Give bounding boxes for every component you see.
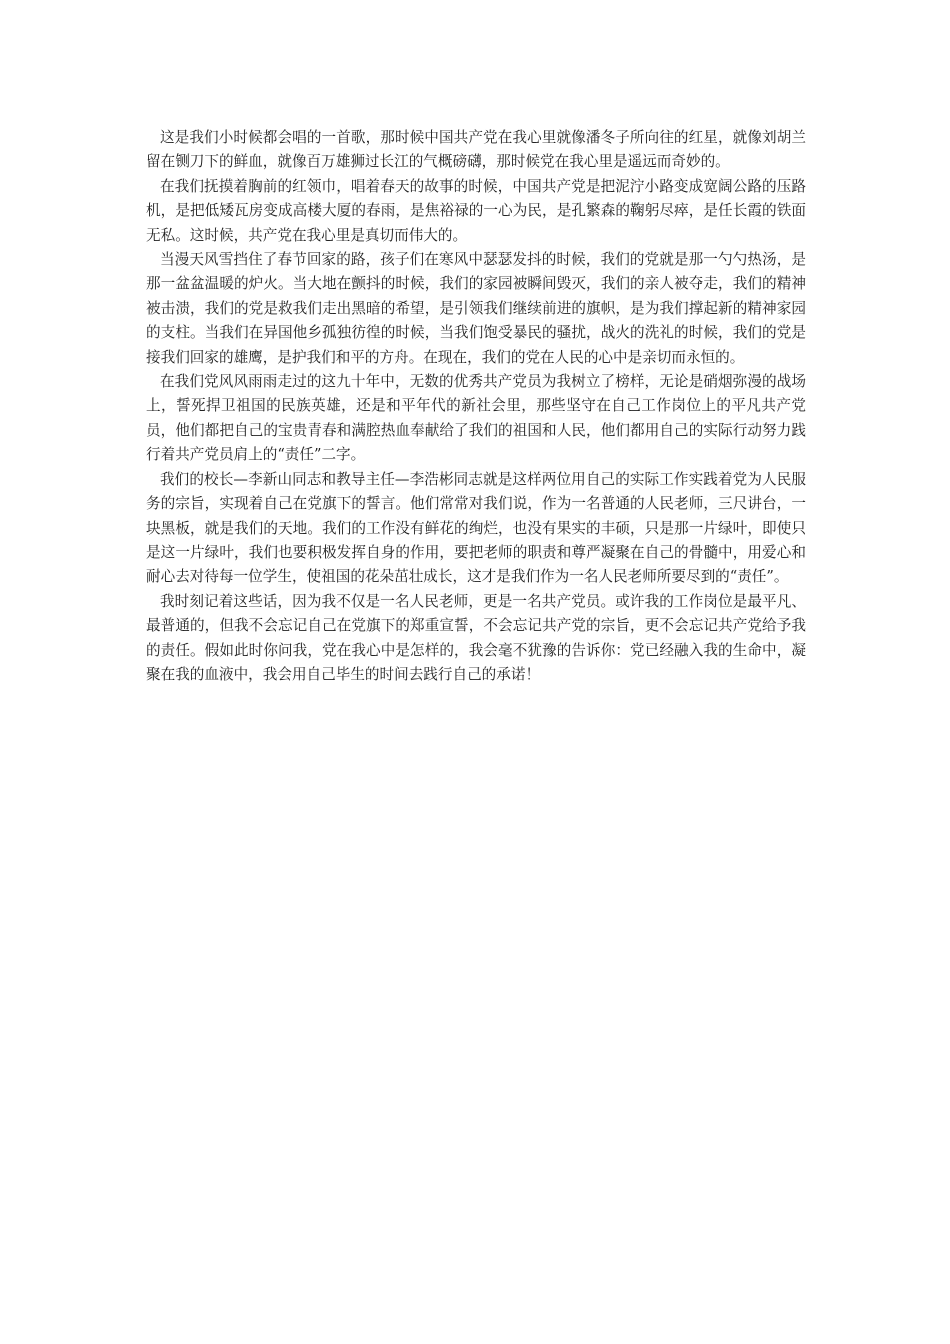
paragraph-2: 在我们抚摸着胸前的红领巾，唱着春天的故事的时候，中国共产党是把泥泞小路变成宽阔公路的压路机，是把低矮瓦房变成高楼大厦的春雨，是焦裕禄的一心为民，是孔繁森的鞠躬尽瘁，是任长霞的铁面无私。这时候，共产党在我心里是真切而伟大的。 <box>146 177 806 244</box>
paragraph-4: 在我们党风风雨雨走过的这九十年中，无数的优秀共产党员为我树立了榜样，无论是硝烟弥漫的战场上，誓死捍卫祖国的民族英雄，还是和平年代的新社会里，那些坚守在自己工作岗位上的平凡共产党员，他们都把自己的宝贵青春和满腔热血奉献给了我们的祖国和人民，他们都用自己的实际行动努力践行着共产党员肩上的“责任”二字。 <box>146 373 806 464</box>
paragraph-1: 这是我们小时候都会唱的一首歌，那时候中国共产党在我心里就像潘冬子所向往的红星，就像刘胡兰留在铡刀下的鲜血，就像百万雄狮过长江的气概磅礴，那时候党在我心里是遥远而奇妙的。 <box>146 129 806 171</box>
paragraph-3: 当漫天风雪挡住了春节回家的路，孩子们在寒风中瑟瑟发抖的时候，我们的党就是那一勺勺热汤，是那一盆盆温暖的炉火。当大地在颤抖的时候，我们的家园被瞬间毁灭，我们的亲人被夺走，我们的精神被击溃，我们的党是救我们走出黑暗的希望，是引领我们继续前进的旗帜，是为我们撑起新的精神家园的支柱。当我们在异国他乡孤独彷徨的时候，当我们饱受暴民的骚扰，战火的洗礼的时候，我们的党是接我们回家的雄鹰，是护我们和平的方舟。在现在，我们的党在人民的心中是亲切而永恒的。 <box>146 251 806 366</box>
paragraph-5: 我们的校长—李新山同志和教导主任—李浩彬同志就是这样两位用自己的实际工作实践着党为人民服务的宗旨，实现着自己在党旗下的誓言。他们常常对我们说，作为一名普通的人民老师，三尺讲台，一块黑板，就是我们的天地。我们的工作没有鲜花的绚烂，也没有果实的丰硕，只是那一片绿叶，即使只是这一片绿叶，我们也要积极发挥自身的作用，要把老师的职责和尊严凝聚在自己的骨髓中，用爱心和耐心去对待每一位学生，使祖国的花朵茁壮成长，这才是我们作为一名人民老师所要尽到的“责任”。 <box>146 470 806 586</box>
document-body <box>146 126 806 687</box>
paragraph-6: 我时刻记着这些话，因为我不仅是一名人民老师，更是一名共产党员。或许我的工作岗位是最平凡、最普通的，但我不会忘记自己在党旗下的郑重宣誓，不会忘记共产党的宗旨，更不会忘记共产党给予我的责任。假如此时你问我，党在我心中是怎样的，我会毫不犹豫的告诉你：党已经融入我的生命中，凝聚在我的血液中，我会用自己毕生的时间去践行自己的承诺！ <box>146 592 806 683</box>
